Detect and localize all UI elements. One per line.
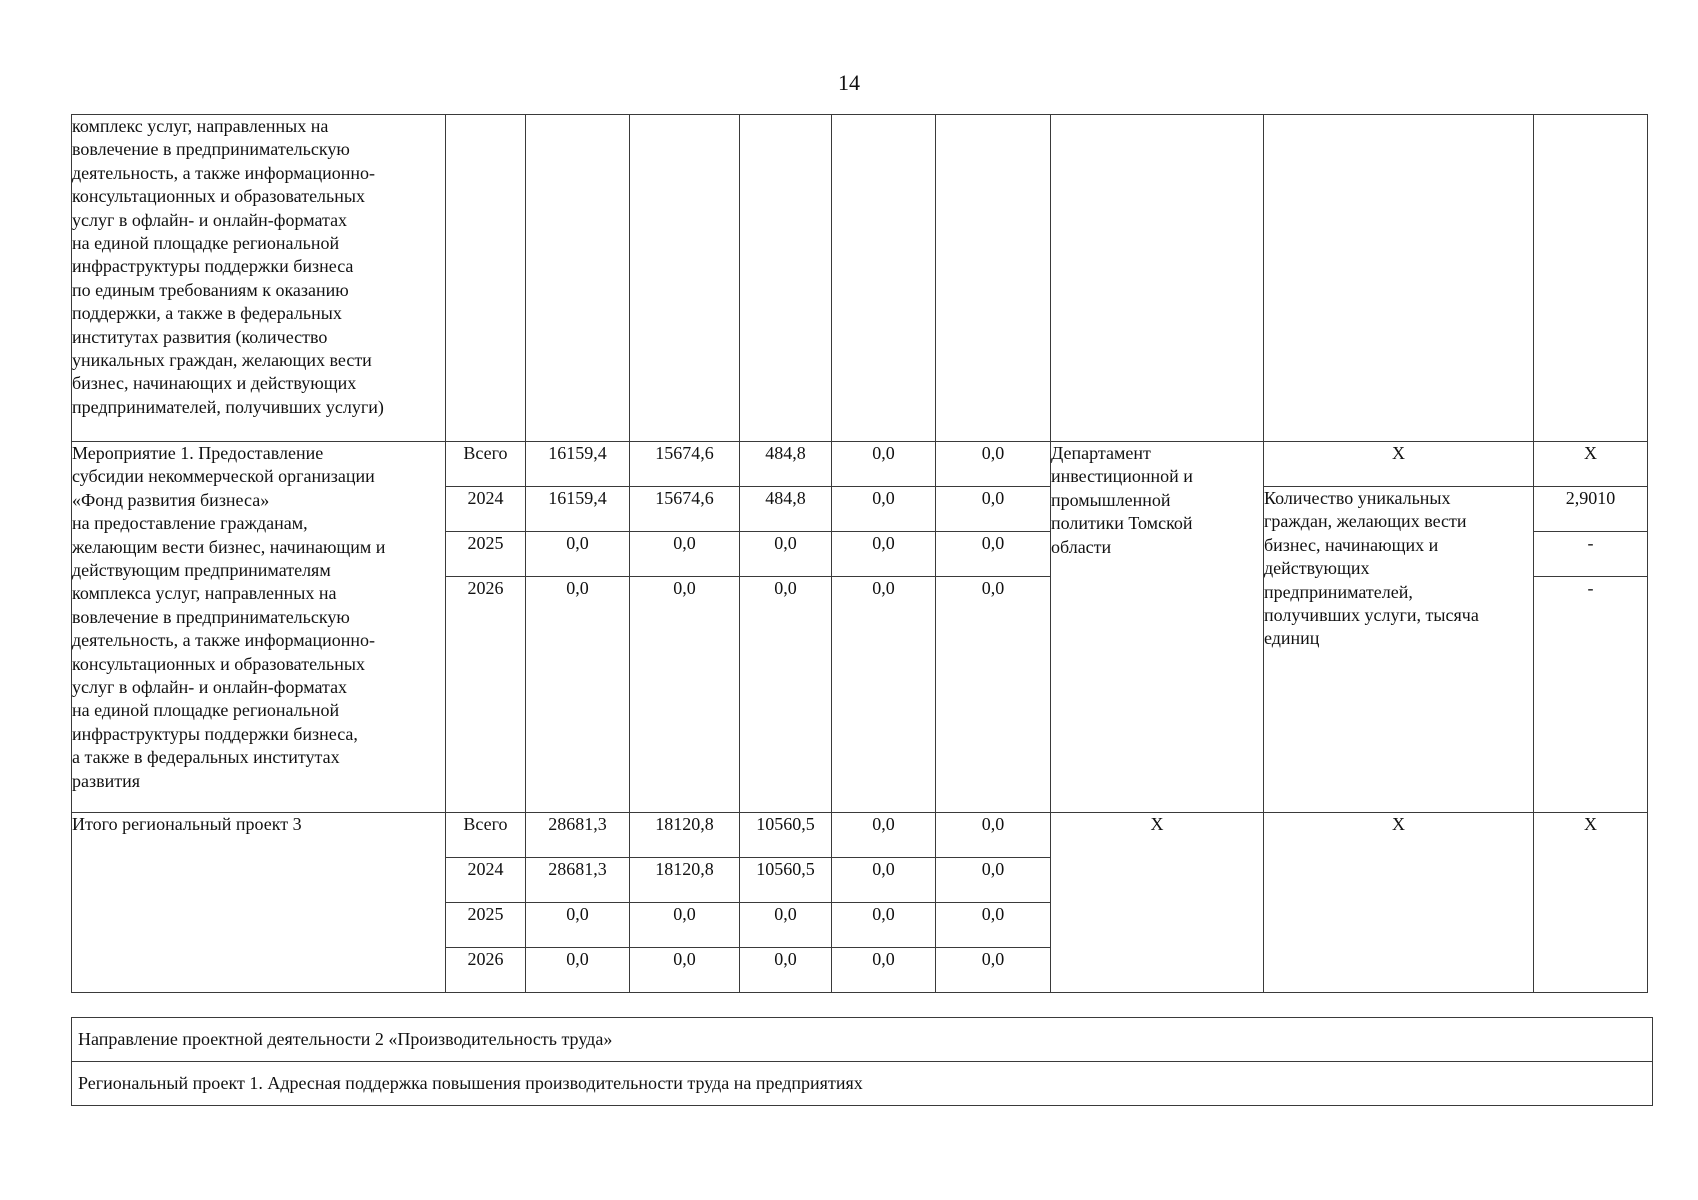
value-cell: 0,0 — [936, 442, 1051, 487]
value-cell: 0,0 — [832, 442, 936, 487]
value-cell: 0,0 — [832, 577, 936, 813]
direction-title: Направление проектной деятельности 2 «Производительность труда» — [72, 1018, 1653, 1062]
value-cell: 15674,6 — [630, 442, 740, 487]
value-cell: 0,0 — [936, 577, 1051, 813]
value-cell: 28681,3 — [526, 813, 630, 858]
value-cell: 0,0 — [740, 532, 832, 577]
value-cell: 0,0 — [740, 903, 832, 948]
total-value-x: Х — [1534, 813, 1648, 993]
value-cell: 0,0 — [832, 948, 936, 993]
value-cell: 28681,3 — [526, 858, 630, 903]
value-cell: 0,0 — [832, 487, 936, 532]
financing-table — [71, 114, 1648, 993]
value-cell: 0,0 — [630, 577, 740, 813]
total-department-x: Х — [1051, 813, 1264, 993]
value-cell: 0,0 — [630, 903, 740, 948]
value-cell: 0,0 — [832, 903, 936, 948]
indicator-value: 2,9010 — [1534, 487, 1648, 532]
value-cell: 0,0 — [526, 948, 630, 993]
value-cell: 10560,5 — [740, 858, 832, 903]
direction-row — [72, 1018, 1653, 1062]
period-cell: Всего — [446, 813, 526, 858]
value-cell: 0,0 — [740, 577, 832, 813]
value-cell: 18120,8 — [630, 858, 740, 903]
indicator-description: Количество уникальных граждан, желающих вести бизнес, начинающих и действующих предпринимателей, получивших услуги, тысяча единиц — [1264, 487, 1534, 813]
total-row-all — [72, 813, 1648, 858]
responsible-department: Департамент инвестиционной и промышленной политики Томской области — [1051, 442, 1264, 813]
value-cell: 0,0 — [526, 532, 630, 577]
value-cell: 0,0 — [832, 858, 936, 903]
total-name: Итого региональный проект 3 — [72, 813, 446, 993]
period-cell: 2025 — [446, 532, 526, 577]
indicator-header-x: Х — [1264, 442, 1534, 487]
value-cell: 18120,8 — [630, 813, 740, 858]
value-cell: 0,0 — [832, 532, 936, 577]
continuation-row — [72, 115, 1648, 442]
period-cell: 2024 — [446, 858, 526, 903]
total-indicator-x: Х — [1264, 813, 1534, 993]
activity-row-total — [72, 442, 1648, 487]
value-cell: 16159,4 — [526, 442, 630, 487]
value-cell: 0,0 — [936, 487, 1051, 532]
value-cell: 10560,5 — [740, 813, 832, 858]
direction-table — [71, 1017, 1653, 1106]
value-cell: 0,0 — [936, 532, 1051, 577]
period-cell: 2025 — [446, 903, 526, 948]
regional-project-title: Региональный проект 1. Адресная поддержка повышения производительности труда на предприятиях — [72, 1062, 1653, 1106]
value-cell: 0,0 — [936, 903, 1051, 948]
period-cell: Всего — [446, 442, 526, 487]
period-cell: 2026 — [446, 577, 526, 813]
period-cell: 2026 — [446, 948, 526, 993]
value-cell: 0,0 — [630, 948, 740, 993]
value-cell: 15674,6 — [630, 487, 740, 532]
page-number: 14 — [838, 70, 860, 95]
project-row — [72, 1062, 1653, 1106]
value-cell: 0,0 — [936, 813, 1051, 858]
value-cell: 0,0 — [630, 532, 740, 577]
indicator-value: - — [1534, 577, 1648, 813]
indicator-value: - — [1534, 532, 1648, 577]
value-cell: 0,0 — [526, 903, 630, 948]
value-cell: 0,0 — [526, 577, 630, 813]
activity-name: Мероприятие 1. Предоставление субсидии некоммерческой организации «Фонд развития бизнеса» на предоставление гражданам, желающим вести бизнес, начинающим и действующим предпринимателям комплекса услуг, направленных на вовлечение в предпринимательскую деятельность, а также информационно- консультационных и образовательных услуг в офлайн- и онлайн-форматах на единой площадке региональной инфраструктуры поддержки бизнеса, а также в федеральных институтах развития — [72, 442, 446, 813]
value-cell: 0,0 — [936, 858, 1051, 903]
value-cell: 16159,4 — [526, 487, 630, 532]
value-cell: 0,0 — [740, 948, 832, 993]
value-cell: 484,8 — [740, 442, 832, 487]
value-cell: 0,0 — [832, 813, 936, 858]
value-cell: 0,0 — [936, 948, 1051, 993]
value-header-x: Х — [1534, 442, 1648, 487]
value-cell: 484,8 — [740, 487, 832, 532]
continuation-text: комплекс услуг, направленных на вовлечение в предпринимательскую деятельность, а также информационно- консультационных и образовательных услуг в офлайн- и онлайн-форматах на единой площадке региональной инфраструктуры поддержки бизнеса по единым требованиям к оказанию поддержки, а также в федеральных институтах развития (количество уникальных граждан, желающих вести бизнес, начинающих и действующих предпринимателей, получивших услуги) — [72, 115, 446, 442]
period-cell: 2024 — [446, 487, 526, 532]
